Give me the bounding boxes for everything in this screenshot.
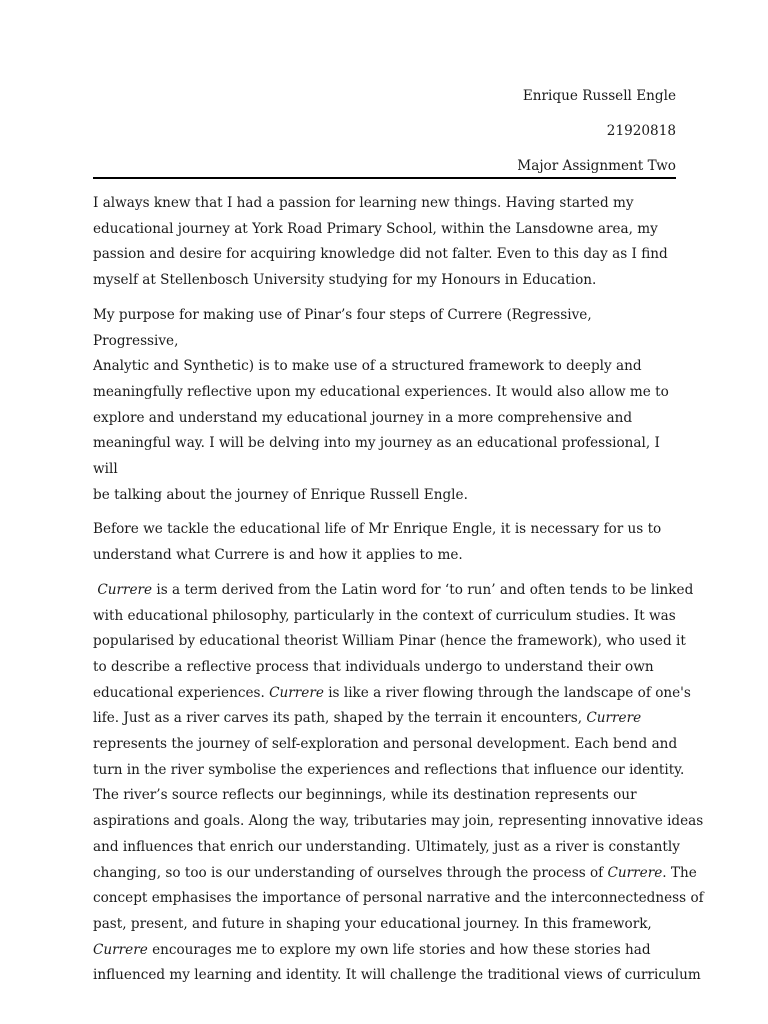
text-run: changing, so too is our understanding of ourselves through the process of (93, 864, 608, 881)
text-line (93, 963, 701, 989)
text-run: encourages me to explore my own life stories and how these stories had (147, 941, 651, 958)
text-run: influenced my learning and identity. It will challenge the traditional views of curriculum (93, 967, 701, 984)
text-line: understand what Currere is and how it applies to me. (93, 547, 463, 564)
text-line (93, 706, 676, 732)
text-run: popularised by educational theorist William Pinar (hence the framework), who used it (93, 633, 686, 650)
text-line: I always knew that I had a passion for learning new things. Having started my (93, 195, 634, 211)
text-run: life. Just as a river carves its path, shaped by the terrain it encounters, (93, 710, 587, 727)
text-run: The river’s source reflects our beginnings, while its destination represents our (93, 787, 637, 804)
text-line: be talking about the journey of Enrique Russell Engle. (93, 486, 468, 503)
text-line (93, 758, 685, 784)
text-line (93, 809, 704, 835)
text-line: explore and understand my educational journey in a more comprehensive and (93, 409, 633, 426)
text-line (93, 938, 676, 964)
text-line (93, 783, 676, 809)
italic-term: Currere (586, 710, 642, 727)
text-line: Analytic and Synthetic) is to make use of a structured framework to deeply and (93, 358, 642, 375)
text-run: past, present, and future in shaping your educational journey. In this framework, (93, 915, 652, 932)
text-run: represents the journey of self-exploration and personal development. Each bend and (93, 736, 678, 753)
text-line (93, 835, 680, 861)
text-line (93, 655, 676, 681)
text-line: myself at Stellenbosch University studying for my Honours in Education. (93, 272, 597, 289)
text-line (93, 732, 676, 758)
text-line (93, 578, 694, 604)
text-line (93, 629, 686, 655)
text-line: meaningfully reflective upon my educational experiences. It would also allow me to (93, 383, 669, 400)
text-run: and influences that enrich our understanding. Ultimately, just as a river is constantly (93, 838, 680, 855)
text-line (93, 681, 691, 707)
text-run: aspirations and goals. Along the way, tributaries may join, representing innovative ideas (93, 813, 704, 830)
italic-term: Currere (269, 684, 324, 701)
document-body (93, 191, 704, 989)
assignment-title: Major Assignment Two (517, 158, 676, 174)
italic-term: Currere (97, 581, 153, 598)
text-line (93, 861, 697, 887)
text-run: is like a river flowing through the landscape of one's (323, 684, 691, 701)
document-page (93, 84, 704, 998)
student-number: 21920818 (606, 123, 676, 139)
text-run: . The (662, 864, 697, 881)
text-line: Before we tackle the educational life of Mr Enrique Engle, it is necessary for us to (93, 521, 662, 538)
text-run: is a term derived from the Latin word for ‘to run’ and often tends to be linked (152, 581, 694, 598)
paragraph (93, 303, 676, 509)
text-line: passion and desire for acquiring knowledge did not falter. Even to this day as I find (93, 246, 668, 263)
text-line (93, 912, 676, 938)
paragraph (93, 191, 676, 294)
text-line: My purpose for making use of Pinar’s four steps of Currere (Regressive, Progressive, (93, 306, 592, 349)
text-run: to describe a reflective process that individuals undergo to understand their own (93, 658, 654, 675)
author-name: Enrique Russell Engle (522, 88, 676, 104)
text-run: turn in the river symbolise the experiences and reflections that influence our identity. (93, 761, 685, 778)
text-line (93, 604, 676, 630)
paragraph (93, 517, 676, 568)
italic-term: Currere (93, 941, 148, 958)
text-run: with educational philosophy, particularly in the context of curriculum studies. It was (93, 607, 676, 624)
text-run: educational experiences. (93, 684, 270, 701)
text-line: educational journey at York Road Primary School, within the Lansdowne area, my (93, 220, 658, 237)
italic-term: Currere (607, 864, 663, 881)
text-line (93, 886, 704, 912)
text-line: meaningful way. I will be delving into my journey as an educational professional, I will (93, 435, 660, 478)
paragraph (93, 578, 704, 989)
text-run: concept emphasises the importance of personal narrative and the interconnectedness of (93, 890, 704, 907)
